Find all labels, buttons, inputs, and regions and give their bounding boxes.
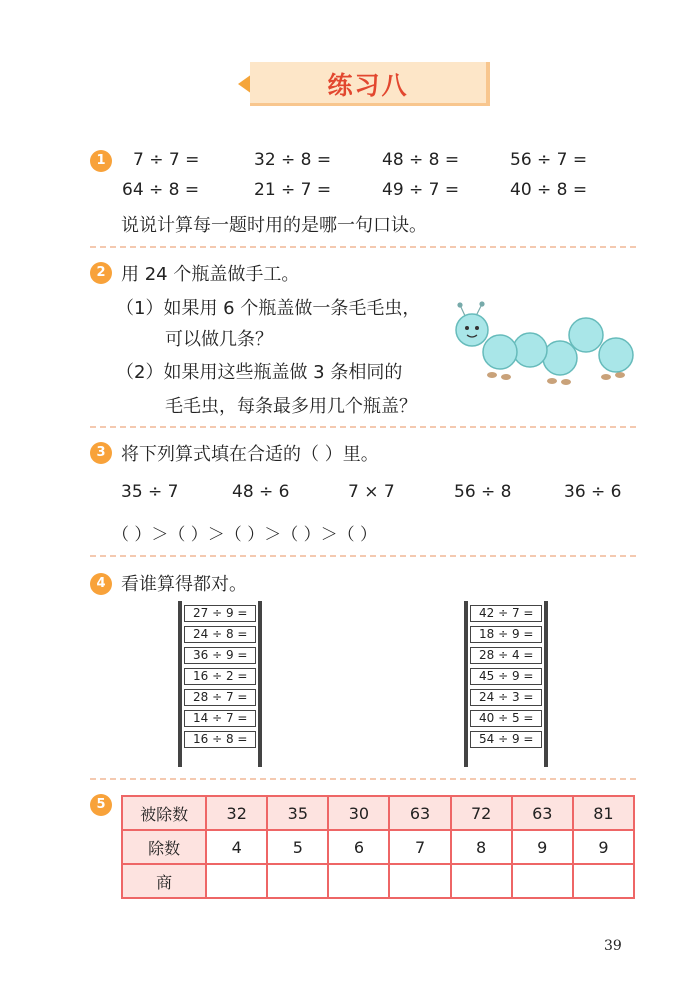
shelf-cell: 45 ÷ 9 =	[470, 668, 542, 685]
shelf-cell: 16 ÷ 8 =	[184, 731, 256, 748]
table-cell: 30	[328, 796, 389, 830]
ex1-problem: 64 ÷ 8 =	[122, 180, 200, 200]
ex1-note: 说说计算每一题时用的是哪一句口诀。	[121, 215, 427, 236]
divider	[90, 426, 636, 428]
shelf-rail	[178, 601, 182, 767]
table-cell: 9	[512, 830, 573, 864]
table-cell: 81	[573, 796, 634, 830]
banner-box	[250, 62, 490, 106]
table-cell: 4	[206, 830, 267, 864]
shelf-cell: 24 ÷ 8 =	[184, 626, 256, 643]
section-number-5: 5	[90, 794, 112, 816]
table-cell: 7	[389, 830, 450, 864]
ex1-problem: 40 ÷ 8 =	[510, 180, 588, 200]
ex1-problem: 7 ÷ 7 =	[133, 150, 200, 170]
table-header-cell: 除数	[122, 830, 206, 864]
shelf-cell: 28 ÷ 4 =	[470, 647, 542, 664]
shelf-cell: 27 ÷ 9 =	[184, 605, 256, 622]
divider	[90, 555, 636, 557]
answer-cell[interactable]	[206, 864, 267, 898]
ex3-expression: 48 ÷ 6	[232, 482, 290, 502]
table-cell: 63	[512, 796, 573, 830]
table-cell: 9	[573, 830, 634, 864]
shelf-right	[464, 601, 548, 767]
section-number-2: 2	[90, 262, 112, 284]
shelf-cell: 28 ÷ 7 =	[184, 689, 256, 706]
shelf-rail	[464, 601, 468, 767]
answer-cell[interactable]	[328, 864, 389, 898]
table-row-quotient	[122, 864, 634, 898]
ex1-problem: 56 ÷ 7 =	[510, 150, 588, 170]
shelf-left	[178, 601, 262, 767]
page-title: 练习八	[327, 71, 409, 100]
ex3-expression: 36 ÷ 6	[564, 482, 622, 502]
shelf-rail	[544, 601, 548, 767]
ex2-q2-line2: 毛毛虫，每条最多用几个瓶盖？	[165, 396, 417, 417]
ex1-problem: 49 ÷ 7 =	[382, 180, 460, 200]
title-banner	[238, 62, 490, 106]
section-number-3: 3	[90, 442, 112, 464]
shelf-cell: 18 ÷ 9 =	[470, 626, 542, 643]
ex2-q2-line1: （2）如果用这些瓶盖做 3 条相同的	[116, 362, 403, 383]
shelf-cell: 36 ÷ 9 =	[184, 647, 256, 664]
ex3-compare-row: （ ）＞（ ）＞（ ）＞（ ）＞（ ）	[112, 525, 378, 545]
shelf-cell: 14 ÷ 7 =	[184, 710, 256, 727]
divider	[90, 778, 636, 780]
ex1-problem: 21 ÷ 7 =	[254, 180, 332, 200]
table-cell: 8	[451, 830, 512, 864]
answer-cell[interactable]	[389, 864, 450, 898]
division-table	[121, 795, 635, 899]
answer-cell[interactable]	[512, 864, 573, 898]
shelf-cell: 16 ÷ 2 =	[184, 668, 256, 685]
ex2-q1-line1: （1）如果用 6 个瓶盖做一条毛毛虫，	[116, 298, 421, 319]
section-number-1: 1	[90, 150, 112, 172]
ex3-expression: 35 ÷ 7	[121, 482, 179, 502]
table-cell: 72	[451, 796, 512, 830]
table-row-divisor	[122, 830, 634, 864]
table-header-cell: 商	[122, 864, 206, 898]
answer-cell[interactable]	[573, 864, 634, 898]
ex2-q1-line2: 可以做几条？	[165, 329, 273, 350]
table-cell: 6	[328, 830, 389, 864]
divider	[90, 246, 636, 248]
table-cell: 35	[267, 796, 328, 830]
caterpillar-illustration	[448, 300, 638, 390]
table-cell: 32	[206, 796, 267, 830]
table-cell: 63	[389, 796, 450, 830]
section-number-4: 4	[90, 573, 112, 595]
ex3-intro: 将下列算式填在合适的（ ）里。	[121, 444, 379, 465]
shelf-cell: 40 ÷ 5 =	[470, 710, 542, 727]
shelf-cell: 24 ÷ 3 =	[470, 689, 542, 706]
answer-cell[interactable]	[267, 864, 328, 898]
ex2-intro: 用 24 个瓶盖做手工。	[121, 264, 300, 285]
page-number: 39	[604, 938, 622, 954]
shelf-rail	[258, 601, 262, 767]
ex1-problem: 48 ÷ 8 =	[382, 150, 460, 170]
table-row-dividend	[122, 796, 634, 830]
ex1-problem: 32 ÷ 8 =	[254, 150, 332, 170]
ex4-intro: 看谁算得都对。	[121, 574, 247, 595]
answer-cell[interactable]	[451, 864, 512, 898]
ex3-expression: 7 × 7	[348, 482, 395, 502]
shelf-cell: 42 ÷ 7 =	[470, 605, 542, 622]
shelf-cell: 54 ÷ 9 =	[470, 731, 542, 748]
table-header-cell: 被除数	[122, 796, 206, 830]
ex3-expression: 56 ÷ 8	[454, 482, 512, 502]
table-cell: 5	[267, 830, 328, 864]
